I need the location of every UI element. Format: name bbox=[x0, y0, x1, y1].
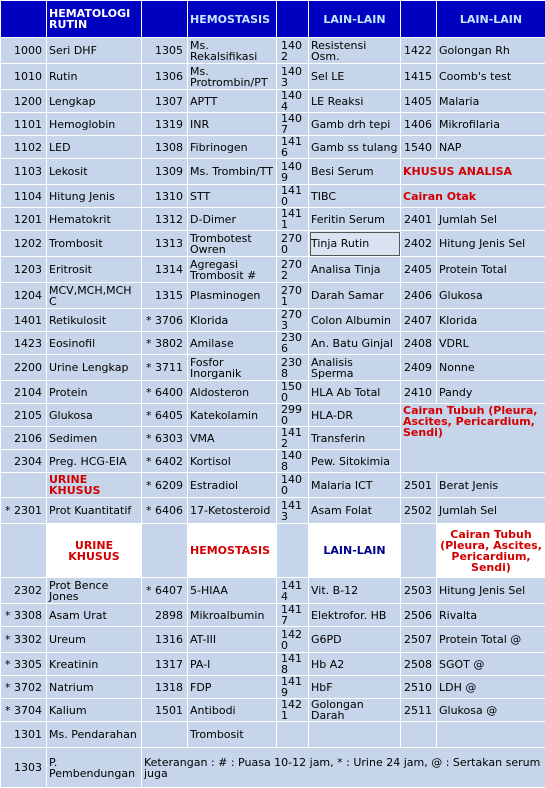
test-code[interactable]: 1417 bbox=[277, 604, 309, 627]
header-cell bbox=[142, 524, 188, 578]
test-name[interactable]: Protein bbox=[47, 381, 142, 404]
table-row bbox=[1, 722, 545, 748]
table-row bbox=[1, 381, 545, 404]
test-name[interactable]: Agregasi Trombosit # bbox=[188, 257, 277, 283]
header-cell bbox=[1, 1, 47, 38]
header-cell bbox=[277, 1, 309, 38]
test-name[interactable]: Katekolamin bbox=[188, 404, 277, 427]
test-name[interactable]: Fibrinogen bbox=[188, 136, 277, 159]
header-lain-lain-2: LAIN-LAIN bbox=[437, 1, 545, 38]
test-name[interactable]: Fosfor Inorganik bbox=[188, 355, 277, 381]
test-name[interactable]: Feritin Serum bbox=[309, 208, 401, 231]
test-name[interactable]: Retikulosit bbox=[47, 309, 142, 332]
test-code[interactable]: 1201 bbox=[1, 208, 47, 231]
test-name[interactable]: Berat Jenis bbox=[437, 473, 545, 498]
test-code[interactable]: 1404 bbox=[277, 90, 309, 113]
test-name[interactable]: HbF bbox=[309, 676, 401, 699]
test-name[interactable]: Pandy bbox=[437, 381, 545, 404]
test-code[interactable]: 1406 bbox=[401, 113, 437, 136]
test-code[interactable]: 1312 bbox=[142, 208, 188, 231]
test-name[interactable]: Nonne bbox=[437, 355, 545, 381]
cairan-tubuh-heading: Cairan Tubuh (Pleura, Ascites, Pericardium, Sendi) bbox=[401, 404, 545, 473]
test-name[interactable]: Amilase bbox=[188, 332, 277, 355]
test-code[interactable]: 1303 bbox=[1, 748, 47, 788]
test-code[interactable]: * 3704 bbox=[1, 699, 47, 722]
test-code[interactable]: 1306 bbox=[142, 64, 188, 90]
test-name[interactable]: APTT bbox=[188, 90, 277, 113]
header-row-2 bbox=[1, 524, 545, 578]
test-code[interactable]: * 6406 bbox=[142, 498, 188, 524]
test-code[interactable]: 2990 bbox=[277, 404, 309, 427]
test-name[interactable]: Kortisol bbox=[188, 450, 277, 473]
test-name[interactable]: 17-Ketosteroid bbox=[188, 498, 277, 524]
test-name[interactable]: Klorida bbox=[437, 309, 545, 332]
table-row bbox=[1, 578, 545, 604]
test-code[interactable]: 1200 bbox=[1, 90, 47, 113]
header-hemostasis: HEMOSTASIS bbox=[188, 1, 277, 38]
test-code[interactable]: 2501 bbox=[401, 473, 437, 498]
test-name[interactable]: Rivalta bbox=[437, 604, 545, 627]
test-name[interactable]: Lekosit bbox=[47, 159, 142, 185]
test-code[interactable]: 2702 bbox=[277, 257, 309, 283]
table-row bbox=[1, 208, 545, 231]
test-code[interactable]: 1010 bbox=[1, 64, 47, 90]
test-code[interactable]: 1421 bbox=[277, 699, 309, 722]
test-name[interactable]: Transferin bbox=[309, 427, 401, 450]
test-code[interactable]: 2700 bbox=[277, 231, 309, 257]
test-code[interactable]: 1318 bbox=[142, 676, 188, 699]
test-code[interactable]: 1103 bbox=[1, 159, 47, 185]
test-code[interactable]: 1204 bbox=[1, 283, 47, 309]
test-name[interactable]: Golongan Rh bbox=[437, 38, 545, 64]
test-code[interactable]: 1422 bbox=[401, 38, 437, 64]
test-name[interactable]: D-Dimer bbox=[188, 208, 277, 231]
test-code[interactable]: * 6405 bbox=[142, 404, 188, 427]
test-name[interactable]: Hitung Jenis Sel bbox=[437, 578, 545, 604]
test-name[interactable]: STT bbox=[188, 185, 277, 208]
table-row bbox=[1, 113, 545, 136]
test-name[interactable]: Prot Bence Jones bbox=[47, 578, 142, 604]
test-name[interactable]: G6PD bbox=[309, 627, 401, 653]
test-name[interactable]: Glukosa bbox=[437, 283, 545, 309]
test-name[interactable]: LE Reaksi bbox=[309, 90, 401, 113]
test-name[interactable]: MCV,MCH,MCHC bbox=[47, 283, 142, 309]
test-name[interactable] bbox=[309, 722, 401, 748]
test-code[interactable]: 1000 bbox=[1, 38, 47, 64]
test-name[interactable]: Malaria bbox=[437, 90, 545, 113]
test-name[interactable]: FDP bbox=[188, 676, 277, 699]
test-name[interactable]: Hitung Jenis bbox=[47, 185, 142, 208]
table-row bbox=[1, 604, 545, 627]
test-code[interactable]: 1413 bbox=[277, 498, 309, 524]
test-name[interactable]: An. Batu Ginjal bbox=[309, 332, 401, 355]
test-name[interactable]: Gamb drh tepi bbox=[309, 113, 401, 136]
test-code[interactable]: 1305 bbox=[142, 38, 188, 64]
test-code[interactable]: * 6303 bbox=[142, 427, 188, 450]
test-code[interactable]: 1412 bbox=[277, 427, 309, 450]
table-row bbox=[1, 90, 545, 113]
table-row bbox=[1, 699, 545, 722]
test-name[interactable]: HLA-DR bbox=[309, 404, 401, 427]
test-code[interactable]: 1309 bbox=[142, 159, 188, 185]
test-name[interactable]: 5-HIAA bbox=[188, 578, 277, 604]
table-row bbox=[1, 64, 545, 90]
header-cairan-tubuh: Cairan Tubuh (Pleura, Ascites, Pericardium, Sendi) bbox=[437, 524, 545, 578]
header-cell bbox=[142, 1, 188, 38]
table-row bbox=[1, 257, 545, 283]
test-name[interactable]: Golongan Darah bbox=[309, 699, 401, 722]
test-code[interactable]: 2506 bbox=[401, 604, 437, 627]
test-name[interactable]: Ms. Rekalsifikasi bbox=[188, 38, 277, 64]
table-row bbox=[1, 355, 545, 381]
table-row bbox=[1, 231, 545, 257]
test-name[interactable]: Protein Total @ bbox=[437, 627, 545, 653]
test-code[interactable]: 1540 bbox=[401, 136, 437, 159]
test-name[interactable]: Asam Folat bbox=[309, 498, 401, 524]
cairan-otak-heading: Cairan Otak bbox=[401, 185, 545, 208]
table-row bbox=[1, 309, 545, 332]
test-code[interactable]: 1420 bbox=[277, 627, 309, 653]
header-hematologi-rutin: HEMATOLOGI RUTIN bbox=[47, 1, 142, 38]
test-name[interactable]: Jumlah Sel bbox=[437, 208, 545, 231]
test-code[interactable]: 1202 bbox=[1, 231, 47, 257]
test-code[interactable]: 1419 bbox=[277, 676, 309, 699]
test-name[interactable]: Klorida bbox=[188, 309, 277, 332]
test-code[interactable]: 2510 bbox=[401, 676, 437, 699]
test-name[interactable]: Besi Serum bbox=[309, 159, 401, 185]
test-code[interactable]: 1316 bbox=[142, 627, 188, 653]
test-code[interactable]: 2200 bbox=[1, 355, 47, 381]
test-code[interactable]: 2306 bbox=[277, 332, 309, 355]
test-code[interactable]: 1418 bbox=[277, 653, 309, 676]
table-row bbox=[1, 627, 545, 653]
header-hemostasis-2: HEMOSTASIS bbox=[188, 524, 277, 578]
table-row bbox=[1, 332, 545, 355]
test-name[interactable]: Trombosit bbox=[188, 722, 277, 748]
test-code[interactable]: 1203 bbox=[1, 257, 47, 283]
test-name[interactable]: PA-I bbox=[188, 653, 277, 676]
test-code[interactable]: * 6402 bbox=[142, 450, 188, 473]
test-name[interactable]: Estradiol bbox=[188, 473, 277, 498]
test-code[interactable]: 1416 bbox=[277, 136, 309, 159]
test-code[interactable]: 2407 bbox=[401, 309, 437, 332]
test-code[interactable]: 2703 bbox=[277, 309, 309, 332]
header-cell bbox=[401, 524, 437, 578]
test-name[interactable]: LED bbox=[47, 136, 142, 159]
table-row bbox=[1, 283, 545, 309]
test-name[interactable]: Pew. Sitokimia bbox=[309, 450, 401, 473]
test-code[interactable]: 2508 bbox=[401, 653, 437, 676]
test-code[interactable]: * 3706 bbox=[142, 309, 188, 332]
test-name[interactable]: Natrium bbox=[47, 676, 142, 699]
test-name[interactable]: Plasminogen bbox=[188, 283, 277, 309]
test-name[interactable]: Resistensi Osm. bbox=[309, 38, 401, 64]
table-row bbox=[1, 185, 545, 208]
test-name[interactable]: Glukosa bbox=[47, 404, 142, 427]
table-row bbox=[1, 653, 545, 676]
test-code[interactable] bbox=[401, 722, 437, 748]
test-code[interactable]: 1314 bbox=[142, 257, 188, 283]
test-name[interactable]: Hb A2 bbox=[309, 653, 401, 676]
test-code[interactable]: 2408 bbox=[401, 332, 437, 355]
test-name[interactable]: Preg. HCG-EIA bbox=[47, 450, 142, 473]
test-name[interactable]: HLA Ab Total bbox=[309, 381, 401, 404]
table-row bbox=[1, 136, 545, 159]
test-code[interactable]: * 6209 bbox=[142, 473, 188, 498]
test-code[interactable]: 2401 bbox=[401, 208, 437, 231]
test-name[interactable]: Ureum bbox=[47, 627, 142, 653]
table-row bbox=[1, 404, 545, 427]
table-row bbox=[1, 38, 545, 64]
test-code[interactable]: * 6400 bbox=[142, 381, 188, 404]
test-code[interactable]: 2105 bbox=[1, 404, 47, 427]
test-code[interactable]: 1317 bbox=[142, 653, 188, 676]
test-name[interactable]: Mikroalbumin bbox=[188, 604, 277, 627]
header-lain-lain-3: LAIN-LAIN bbox=[309, 524, 401, 578]
test-name[interactable]: LDH @ bbox=[437, 676, 545, 699]
test-name[interactable]: Hematokrit bbox=[47, 208, 142, 231]
test-code[interactable]: * 3305 bbox=[1, 653, 47, 676]
test-name[interactable]: Hemoglobin bbox=[47, 113, 142, 136]
test-name[interactable]: Trombotest Owren bbox=[188, 231, 277, 257]
test-name[interactable]: Sel LE bbox=[309, 64, 401, 90]
test-code[interactable]: 1101 bbox=[1, 113, 47, 136]
test-code[interactable]: 1307 bbox=[142, 90, 188, 113]
test-name[interactable]: AT-III bbox=[188, 627, 277, 653]
test-code[interactable]: 2406 bbox=[401, 283, 437, 309]
test-code[interactable]: 2104 bbox=[1, 381, 47, 404]
table-row bbox=[1, 498, 545, 524]
test-name[interactable]: Trombosit bbox=[47, 231, 142, 257]
urine-khusus-heading: URINE KHUSUS bbox=[47, 473, 142, 498]
test-code[interactable]: 1315 bbox=[142, 283, 188, 309]
test-code[interactable]: 2502 bbox=[401, 498, 437, 524]
test-code[interactable]: 1102 bbox=[1, 136, 47, 159]
test-code[interactable]: 2106 bbox=[1, 427, 47, 450]
test-name[interactable]: Eosinofil bbox=[47, 332, 142, 355]
test-code[interactable]: 1104 bbox=[1, 185, 47, 208]
table-row bbox=[1, 748, 545, 788]
test-code[interactable]: 1407 bbox=[277, 113, 309, 136]
test-code[interactable]: 1414 bbox=[277, 578, 309, 604]
table-row bbox=[1, 473, 545, 498]
test-name[interactable]: Ms. Protrombin/PT bbox=[188, 64, 277, 90]
test-code[interactable]: * 3802 bbox=[142, 332, 188, 355]
test-name[interactable]: Prot Kuantitatif bbox=[47, 498, 142, 524]
test-name[interactable]: VMA bbox=[188, 427, 277, 450]
test-name[interactable]: Ms. Trombin/TT bbox=[188, 159, 277, 185]
test-code[interactable]: * 3702 bbox=[1, 676, 47, 699]
test-code[interactable]: 1400 bbox=[277, 473, 309, 498]
test-code[interactable]: 1403 bbox=[277, 64, 309, 90]
test-code[interactable]: 2898 bbox=[142, 604, 188, 627]
test-name[interactable]: INR bbox=[188, 113, 277, 136]
test-name[interactable]: Seri DHF bbox=[47, 38, 142, 64]
test-code[interactable] bbox=[1, 473, 47, 498]
header-cell bbox=[1, 524, 47, 578]
test-name[interactable]: Coomb's test bbox=[437, 64, 545, 90]
test-name[interactable]: Antibodi bbox=[188, 699, 277, 722]
header-urine-khusus: URINE KHUSUS bbox=[47, 524, 142, 578]
legend-note: Keterangan : # : Puasa 10-12 jam, * : Urine 24 jam, @ : Sertakan serum juga bbox=[142, 748, 545, 788]
test-code[interactable]: 1313 bbox=[142, 231, 188, 257]
test-code[interactable]: 1405 bbox=[401, 90, 437, 113]
test-name[interactable]: Jumlah Sel bbox=[437, 498, 545, 524]
test-name[interactable]: P. Pembendungan bbox=[47, 748, 142, 788]
header-row-1 bbox=[1, 1, 545, 38]
test-code[interactable]: * 3302 bbox=[1, 627, 47, 653]
test-code[interactable]: 1301 bbox=[1, 722, 47, 748]
test-code[interactable]: 2302 bbox=[1, 578, 47, 604]
test-name[interactable]: Malaria ICT bbox=[309, 473, 401, 498]
test-code[interactable]: * 6407 bbox=[142, 578, 188, 604]
test-name[interactable]: SGOT @ bbox=[437, 653, 545, 676]
header-lain-lain: LAIN-LAIN bbox=[309, 1, 401, 38]
test-code[interactable]: 2511 bbox=[401, 699, 437, 722]
test-name[interactable]: Gamb ss tulang bbox=[309, 136, 401, 159]
test-name[interactable]: Urine Lengkap bbox=[47, 355, 142, 381]
test-name[interactable]: Colon Albumin bbox=[309, 309, 401, 332]
test-code[interactable]: 2410 bbox=[401, 381, 437, 404]
test-code[interactable]: 2308 bbox=[277, 355, 309, 381]
test-name[interactable]: Sedimen bbox=[47, 427, 142, 450]
table-row bbox=[1, 159, 545, 185]
test-name[interactable]: Aldosteron bbox=[188, 381, 277, 404]
test-name[interactable]: Ms. Pendarahan bbox=[47, 722, 142, 748]
test-code[interactable]: 2402 bbox=[401, 231, 437, 257]
test-name[interactable]: Eritrosit bbox=[47, 257, 142, 283]
test-code[interactable]: 2409 bbox=[401, 355, 437, 381]
test-name[interactable] bbox=[437, 722, 545, 748]
test-name[interactable]: Hitung Jenis Sel bbox=[437, 231, 545, 257]
test-name[interactable]: VDRL bbox=[437, 332, 545, 355]
test-code[interactable]: 1409 bbox=[277, 159, 309, 185]
test-code[interactable]: 1411 bbox=[277, 208, 309, 231]
test-name[interactable]: Lengkap bbox=[47, 90, 142, 113]
test-name[interactable]: Rutin bbox=[47, 64, 142, 90]
test-code[interactable]: 2701 bbox=[277, 283, 309, 309]
test-name[interactable]: Kreatinin bbox=[47, 653, 142, 676]
test-name[interactable]: TIBC bbox=[309, 185, 401, 208]
test-code[interactable]: 2503 bbox=[401, 578, 437, 604]
test-code[interactable]: 1401 bbox=[1, 309, 47, 332]
test-name[interactable]: Darah Samar bbox=[309, 283, 401, 309]
test-code[interactable]: 2304 bbox=[1, 450, 47, 473]
test-code[interactable]: * 3711 bbox=[142, 355, 188, 381]
test-code[interactable]: 1408 bbox=[277, 450, 309, 473]
test-code[interactable]: 1500 bbox=[277, 381, 309, 404]
table-row bbox=[1, 676, 545, 699]
test-code[interactable]: * 3308 bbox=[1, 604, 47, 627]
test-name[interactable]: Elektrofor. HB bbox=[309, 604, 401, 627]
test-name[interactable]: Vit. B-12 bbox=[309, 578, 401, 604]
test-code[interactable]: 1410 bbox=[277, 185, 309, 208]
test-code[interactable]: 2405 bbox=[401, 257, 437, 283]
test-name[interactable]: Analisis Sperma bbox=[309, 355, 401, 381]
test-name[interactable]: Protein Total bbox=[437, 257, 545, 283]
header-cell bbox=[277, 524, 309, 578]
test-name[interactable]: Analisa Tinja bbox=[309, 257, 401, 283]
test-code[interactable]: * 2301 bbox=[1, 498, 47, 524]
test-code[interactable]: 1423 bbox=[1, 332, 47, 355]
test-code[interactable]: 1310 bbox=[142, 185, 188, 208]
test-name[interactable]: Asam Urat bbox=[47, 604, 142, 627]
test-name[interactable]: Glukosa @ bbox=[437, 699, 545, 722]
test-code[interactable]: 1402 bbox=[277, 38, 309, 64]
test-name[interactable]: NAP bbox=[437, 136, 545, 159]
header-cell bbox=[401, 1, 437, 38]
test-code[interactable]: 1308 bbox=[142, 136, 188, 159]
test-name[interactable]: Kalium bbox=[47, 699, 142, 722]
test-code[interactable]: 1319 bbox=[142, 113, 188, 136]
khusus-analisa-heading: KHUSUS ANALISA bbox=[401, 159, 545, 185]
selected-cell-tinja-rutin[interactable]: Tinja Rutin bbox=[309, 231, 401, 257]
test-code[interactable]: 1501 bbox=[142, 699, 188, 722]
test-code[interactable]: 2507 bbox=[401, 627, 437, 653]
test-code[interactable] bbox=[142, 722, 188, 748]
test-code[interactable]: 1415 bbox=[401, 64, 437, 90]
test-name[interactable]: Mikrofilaria bbox=[437, 113, 545, 136]
test-code[interactable] bbox=[277, 722, 309, 748]
